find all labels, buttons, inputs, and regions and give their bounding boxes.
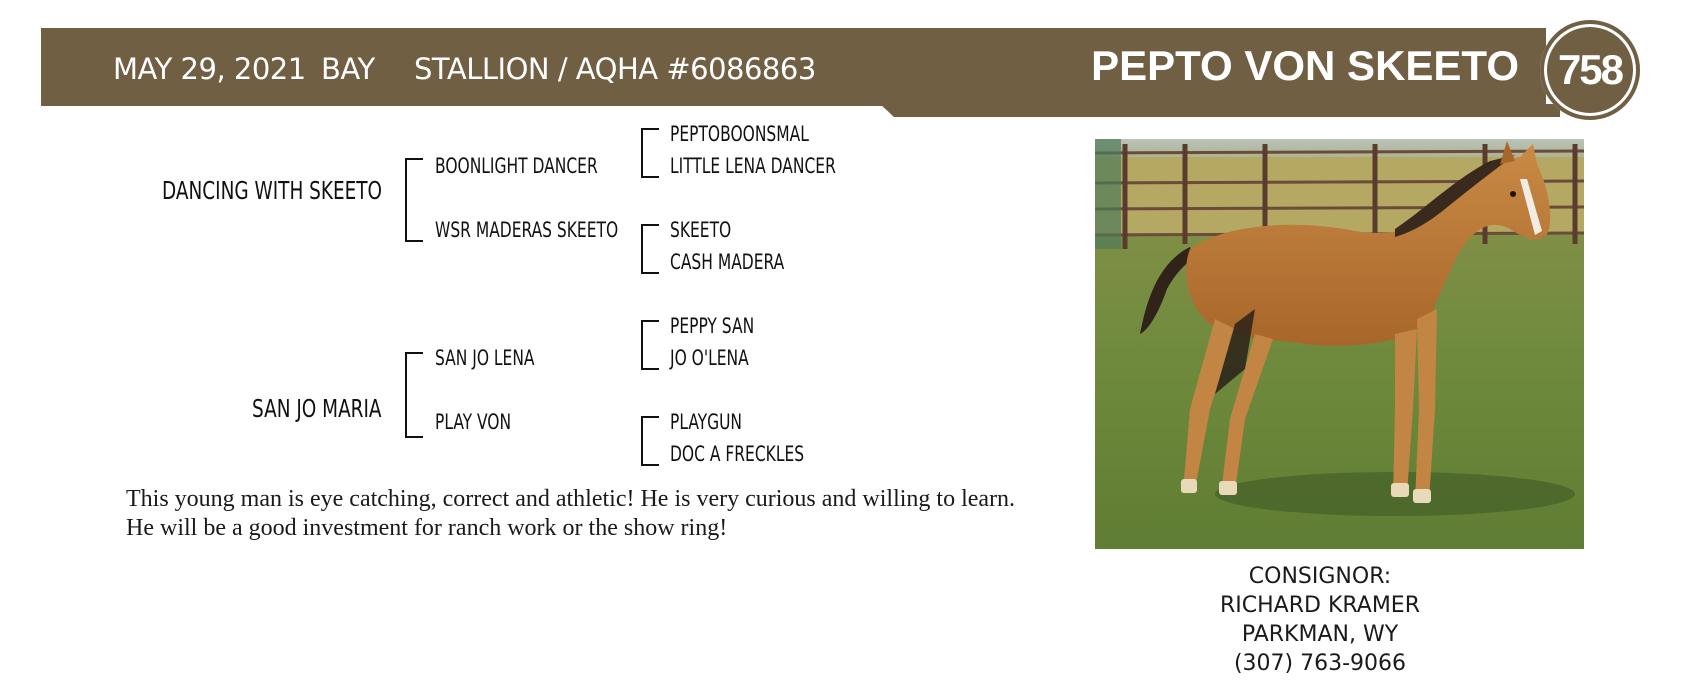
pedigree-bracket — [641, 128, 659, 178]
sex-registry: STALLION / AQHA #6086863 — [414, 52, 816, 86]
pedigree-sire-dam-sire: SKEETO — [670, 218, 732, 242]
pedigree-bracket — [405, 352, 423, 438]
pedigree-dam-dam: PLAY VON — [435, 410, 512, 434]
pedigree-sire-sire-dam: LITTLE LENA DANCER — [670, 154, 836, 178]
pedigree-bracket — [405, 158, 423, 242]
pedigree-sire-sire-sire: PEPTOBOONSMAL — [670, 122, 809, 146]
consignor-phone: (307) 763-9066 — [1233, 651, 1407, 676]
pedigree-sire: DANCING WITH SKEETO — [161, 176, 382, 205]
consignor-label: CONSIGNOR: — [1248, 564, 1392, 589]
consignor-name: RICHARD KRAMER — [1220, 593, 1420, 618]
pedigree-bracket — [641, 224, 659, 274]
lot-badge — [1540, 20, 1640, 120]
pedigree-bracket — [641, 416, 659, 466]
horse-color: BAY — [321, 52, 375, 86]
pedigree-sire-dam-dam: CASH MADERA — [670, 250, 785, 274]
horse-description: This young man is eye catching, correct and athletic! He is very curious and willing to learn. He will be a good investment for ranch work or the show ring! — [126, 486, 1016, 541]
pedigree-bracket — [641, 320, 659, 370]
pedigree-sire-sire: BOONLIGHT DANCER — [435, 154, 598, 178]
consignor-block — [1120, 562, 1520, 678]
bay-foal-photo — [1095, 139, 1584, 549]
pedigree-dam-sire: SAN JO LENA — [435, 346, 535, 370]
pedigree-dam-sire-sire: PEPPY SAN — [670, 314, 755, 338]
foal-date: MAY 29, 2021 — [113, 52, 306, 86]
pedigree-dam-dam-dam: DOC A FRECKLES — [670, 442, 805, 466]
header-tab — [880, 104, 1560, 117]
consignor-location: PARKMAN, WY — [1241, 622, 1399, 647]
pedigree-dam: SAN JO MARIA — [252, 394, 382, 423]
pedigree-dam-sire-dam: JO O'LENA — [670, 346, 749, 370]
horse-name: PEPTO VON SKEETO — [1091, 42, 1519, 89]
lot-number: 758 — [1557, 46, 1623, 93]
pedigree-sire-dam: WSR MADERAS SKEETO — [435, 218, 619, 242]
pedigree-dam-dam-sire: PLAYGUN — [670, 410, 743, 434]
